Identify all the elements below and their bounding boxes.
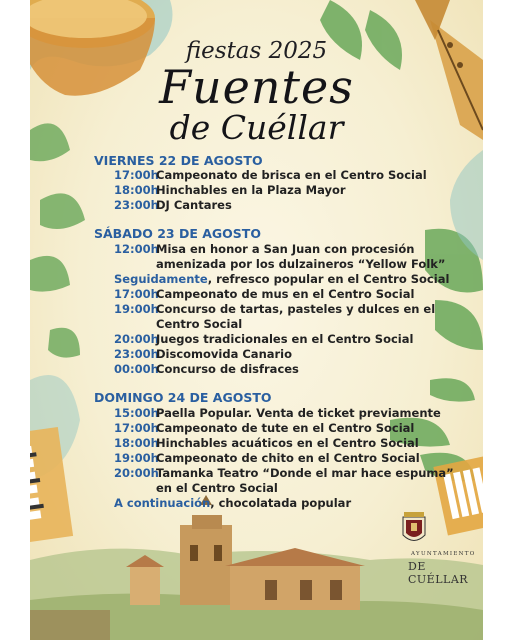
event-row	[114, 362, 299, 377]
event-lead: A continuación	[114, 496, 211, 510]
event-time: 18:00h	[114, 436, 159, 450]
event-row	[114, 302, 436, 317]
event-row	[114, 287, 415, 302]
event-time: 19:00h	[114, 302, 159, 316]
event-text: Juegos tradicionales en el Centro Social	[156, 332, 414, 346]
event-time: 15:00h	[114, 406, 159, 420]
day-heading-saturday: SÁBADO 23 DE AGOSTO	[94, 226, 261, 241]
event-text: Misa en honor a San Juan con procesión	[156, 242, 415, 256]
festival-poster	[30, 0, 483, 640]
event-lead: Seguidamente	[114, 272, 208, 286]
event-text: Campeonato de brisca en el Centro Social	[156, 168, 427, 182]
event-text: , chocolatada popular	[210, 496, 352, 510]
event-row	[114, 332, 414, 347]
ayuntamiento-label: AYUNTAMIENTO	[411, 551, 476, 557]
event-text-continuation: amenizada por los dulzaineros “Yellow Folk”	[156, 257, 446, 271]
event-row	[114, 496, 351, 511]
event-text-continuation: Centro Social	[156, 317, 243, 331]
event-text: Paella Popular. Venta de ticket previamente	[156, 406, 441, 420]
town-council-name: DE CUÉLLAR	[408, 560, 469, 586]
festival-year-title: fiestas 2025	[185, 38, 328, 64]
day-heading-friday: VIERNES 22 DE AGOSTO	[94, 153, 263, 168]
event-text: Campeonato de mus en el Centro Social	[156, 287, 415, 301]
event-time: 23:00h	[114, 198, 159, 212]
event-row	[114, 168, 427, 183]
event-row	[114, 242, 415, 257]
event-row	[114, 198, 232, 213]
town-title: Fuentes	[159, 60, 354, 114]
event-text: Concurso de disfraces	[156, 362, 299, 376]
event-time: 18:00h	[114, 183, 159, 197]
event-text: Hinchables en la Plaza Mayor	[156, 183, 346, 197]
event-time: 23:00h	[114, 347, 159, 361]
event-text: Campeonato de tute en el Centro Social	[156, 421, 415, 435]
event-time: 17:00h	[114, 287, 159, 301]
event-text: Campeonato de chito en el Centro Social	[156, 451, 420, 465]
event-time: 00:00h	[114, 362, 159, 376]
event-time: 20:00h	[114, 466, 159, 480]
event-row	[114, 347, 293, 362]
event-row	[114, 466, 454, 481]
event-text: , refresco popular en el Centro Social	[207, 272, 450, 286]
coat-of-arms-logo	[403, 512, 425, 541]
event-row	[114, 451, 420, 466]
day-heading-sunday: DOMINGO 24 DE AGOSTO	[94, 390, 272, 405]
event-row	[114, 421, 415, 436]
event-time: 19:00h	[114, 451, 159, 465]
event-row	[114, 406, 441, 421]
event-time: 12:00h	[114, 242, 159, 256]
event-row	[114, 272, 449, 287]
event-row	[114, 183, 346, 198]
event-row	[114, 436, 419, 451]
left-leaves	[30, 123, 85, 357]
event-text: DJ Cantares	[156, 198, 232, 212]
event-text: Discomovida Canario	[156, 347, 293, 361]
event-text: Tamanka Teatro “Donde el mar hace espuma”	[156, 466, 454, 480]
event-text-continuation: en el Centro Social	[156, 481, 278, 495]
event-time: 17:00h	[114, 421, 159, 435]
town-subtitle: de Cuéllar	[169, 108, 344, 147]
event-time: 17:00h	[114, 168, 159, 182]
event-text: Hinchables acuáticos en el Centro Social	[156, 436, 419, 450]
event-text: Concurso de tartas, pasteles y dulces en el	[156, 302, 436, 316]
event-time: 20:00h	[114, 332, 159, 346]
